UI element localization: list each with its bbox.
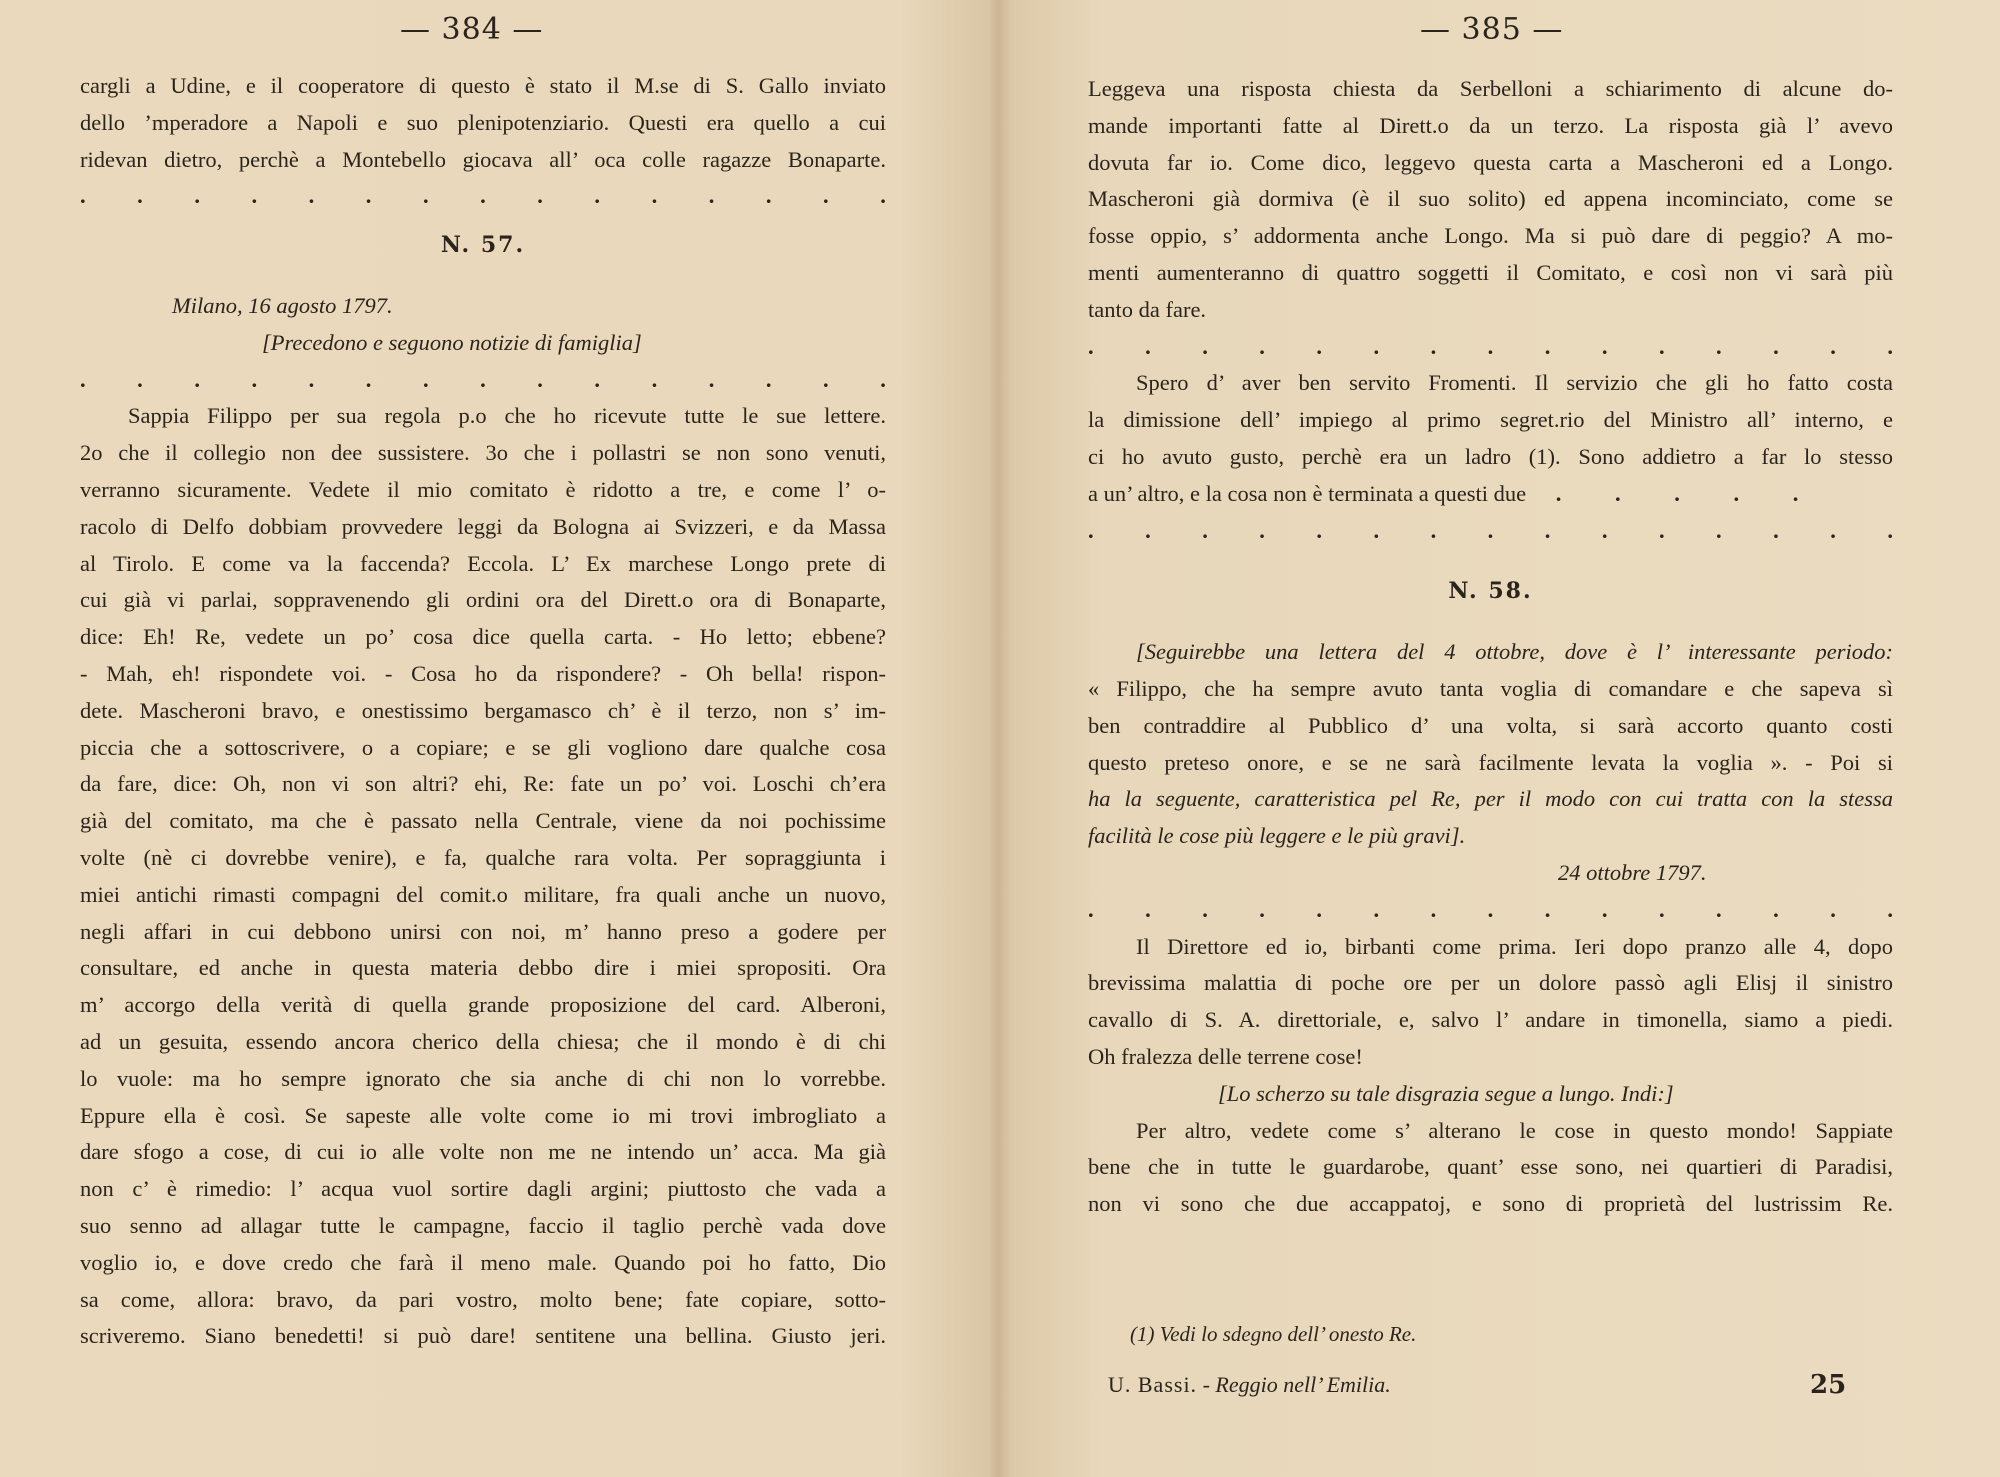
ellipsis-row: . . . . . . . . . . . . . . .: [80, 366, 886, 392]
text-line: Spero d’ aver ben servito Fromenti. Il servizio che gli ho fatto costa: [1136, 370, 1893, 396]
left-page: [0, 0, 990, 1477]
page-number: — 384 —: [400, 12, 544, 47]
signature-number: 25: [1810, 1370, 1847, 1400]
text-line: dello ’mperadore a Napoli e suo plenipotenziario. Questi era quello a cui: [80, 109, 886, 135]
text-line: tanto da fare.: [1088, 296, 1207, 322]
text-line: dovuta far io. Come dico, leggevo questa carta a Mascheroni ed a Longo.: [1088, 149, 1893, 175]
text-line: ad un gesuita, essendo ancora cherico della chiesa; che il mondo è di chi: [80, 1028, 886, 1054]
text-line: al Tirolo. E come va la faccenda? Eccola. L’ Ex marchese Longo prete di: [80, 550, 886, 576]
signature-line: [1108, 1372, 1391, 1398]
text-line: dete. Mascheroni bravo, e onestissimo bergamasco ch’ è il terzo, non s’ im-: [80, 697, 886, 723]
text-line: miei antichi rimasti compagni del comit.o militare, fra quali anche un nuovo,: [80, 881, 886, 907]
text-line: a un’ altro, e la cosa non è terminata a questi due . . . . .: [1088, 480, 1823, 506]
text-line: ha la seguente, caratteristica pel Re, per il modo con cui tratta con la stessa: [1088, 786, 1893, 812]
text-line: consultare, ed anche in questa materia debbo dire i miei spropositi. Ora: [80, 955, 886, 981]
text-line: non c’ è rimedio: l’ acqua vuol sortire dagli argini; piuttosto che vada a: [80, 1176, 886, 1202]
text-line: cargli a Udine, e il cooperatore di questo è stato il M.se di S. Gallo inviato: [80, 73, 886, 98]
text-line: scriveremo. Siano benedetti! si può dare! sentitene una bellina. Giusto jeri.: [80, 1323, 886, 1349]
signature-title: - Reggio nell’ Emilia.: [1202, 1372, 1391, 1397]
text-line: questo preteso onore, e se ne sarà facilmente levata la voglia ». - Poi si: [1088, 749, 1893, 775]
text-line: voglio io, e dove credo che farà il meno male. Quando poi ho fatto, Dio: [80, 1249, 886, 1275]
ellipsis-row: . . . . . . . . . . . . . . .: [1088, 333, 1893, 359]
paragraph: [80, 398, 886, 1355]
text-line: Oh fralezza delle terrene cose!: [1088, 1043, 1363, 1069]
text-line: menti aumenteranno di quattro soggetti il Comitato, e così non vi sarà più: [1088, 259, 1893, 285]
paragraph: [1088, 71, 1893, 329]
right-page: [1000, 0, 2000, 1477]
text-line: già del comitato, ma che è passato nella Centrale, viene da noi pochissime: [80, 808, 886, 834]
letter-date: 24 ottobre 1797.: [1558, 859, 1707, 885]
text-line: volte (nè ci dovrebbe venire), e fa, qualche rara volta. Per sopraggiunta i: [80, 844, 886, 870]
letter-heading: N. 58.: [1448, 578, 1533, 605]
text-line: Mascheroni già dormiva (è il suo solito) ed appena incominciato, come se: [1088, 186, 1893, 212]
text-line: Per altro, vedete come s’ alterano le cose in questo mondo! Sappiate: [1136, 1117, 1893, 1143]
text-line: racolo di Delfo dobbiam provvedere leggi da Bologna ai Svizzeri, e da Massa: [80, 513, 886, 539]
text-line: verranno sicuramente. Vedete il mio comitato è ridotto a tre, e come l’ o-: [80, 476, 886, 502]
footnote: (1) Vedi lo sdegno dell’ onesto Re.: [1130, 1322, 1417, 1346]
editor-note-block: [1088, 634, 1893, 855]
right-page-body: [1088, 71, 1893, 1223]
ellipsis-row: . . . . . . . . . . . . . . .: [1088, 896, 1893, 922]
paragraph: [1088, 929, 1893, 1076]
text-line: cui già vi parlai, soppravenendo gli ordini ora del Dirett.o ora di Bonaparte,: [80, 587, 886, 613]
page-number: — 385 —: [1420, 12, 1564, 47]
text-line: Sappia Filippo per sua regola p.o che ho ricevute tutte le sue lettere.: [128, 403, 886, 429]
editor-note: [Lo scherzo su tale disgrazia segue a lungo. Indi:]: [1218, 1080, 1674, 1106]
text-line: Eppure ella è così. Se sapeste alle volte come io mi trovi imbrogliato a: [80, 1102, 886, 1128]
text-line: negli affari in cui debbono unirsi con noi, m’ hanno preso a godere per: [80, 918, 886, 944]
letter-date: Milano, 16 agosto 1797.: [172, 292, 393, 318]
text-line: sa come, allora: bravo, da pari vostro, molto bene; fate copiare, sotto-: [80, 1286, 886, 1312]
text-line: « Filippo, che ha sempre avuto tanta voglia di comandare e che sapeva sì: [1088, 675, 1893, 701]
text-line: lo vuole: ma ho sempre ignorato che sia anche di chi non lo vorrebbe.: [80, 1065, 886, 1091]
text-line: [Seguirebbe una lettera del 4 ottobre, dove è l’ interessante periodo:: [1136, 639, 1893, 665]
text-line: facilità le cose più leggere e le più gravi].: [1088, 823, 1466, 849]
text-line: non vi sono che due accappatoj, e sono di proprietà del lustrissim Re.: [1088, 1191, 1893, 1217]
text-line: ci ho avuto gusto, perchè era un ladro (1). Sono addietro a far lo stesso: [1088, 443, 1893, 469]
text-line: 2o che il collegio non dee sussistere. 3o che i pollastri se non sono venuti,: [80, 440, 886, 466]
text-line: m’ accorgo della verità di quella grande proposizione del card. Alberoni,: [80, 992, 886, 1018]
text-line: bene che in tutte le guardarobe, quant’ esse sono, nei quartieri di Paradisi,: [1088, 1154, 1893, 1180]
text-line: la dimissione dell’ impiego al primo segret.rio del Ministro all’ interno, e: [1088, 407, 1893, 433]
letter-heading: N. 57.: [440, 232, 526, 259]
text-line: cavallo di S. A. direttoriale, e, salvo l’ andare in timonella, siamo a piedi.: [1088, 1007, 1893, 1033]
text-line: da fare, dice: Oh, non vi son altri? ehi, Re: fate un po’ voi. Loschi ch’era: [80, 771, 886, 797]
text-line: Leggeva una risposta chiesta da Serbelloni a schiarimento di alcune do-: [1088, 76, 1893, 101]
ellipsis-row: . . . . . . . . . . . . . . .: [80, 183, 886, 209]
left-page-body: [80, 68, 886, 1355]
ellipsis-row: . . . . . . . . . . . . . . .: [1088, 517, 1893, 543]
text-line: piccia che a sottoscrivere, o a copiare; e se gli vogliono dare qualche cosa: [80, 734, 886, 760]
text-line: ben contraddire al Pubblico d’ una volta, si sarà accorto quanto costi: [1088, 712, 1893, 738]
text-line: brevissima malattia di poche ore per un dolore passò agli Elisj il sinistro: [1088, 970, 1893, 996]
paragraph: [1088, 365, 1893, 512]
editor-note: [Precedono e seguono notizie di famiglia]: [262, 329, 642, 355]
text-line: mande importanti fatte al Dirett.o da un terzo. La risposta già l’ avevo: [1088, 112, 1893, 138]
text-line: ridevan dietro, perchè a Montebello giocava all’ oca colle ragazze Bonaparte.: [80, 146, 886, 172]
text-fragment: a un’ altro, e la cosa non è terminata a questi due: [1088, 480, 1527, 506]
paragraph: [80, 68, 886, 178]
text-line: suo senno ad allagar tutte le campagne, faccio il taglio perchè vada dove: [80, 1212, 886, 1238]
text-line: Il Direttore ed io, birbanti come prima. Ieri dopo pranzo alle 4, dopo: [1136, 933, 1893, 959]
signature-author: U. Bassi.: [1108, 1372, 1198, 1397]
paragraph: [1088, 1113, 1893, 1223]
text-line: dice: Eh! Re, vedete un po’ cosa dice quella carta. - Ho letto; ebbene?: [80, 624, 886, 650]
text-line: - Mah, eh! rispondete voi. - Cosa ho da rispondere? - Oh bella! rispon-: [80, 660, 886, 686]
text-line: dare sfogo a cose, di cui io alle volte non me ne intendo un’ acca. Ma già: [80, 1139, 886, 1165]
text-line: fosse oppio, s’ addormenta anche Longo. Ma si può dare di peggio? A mo-: [1088, 223, 1893, 249]
